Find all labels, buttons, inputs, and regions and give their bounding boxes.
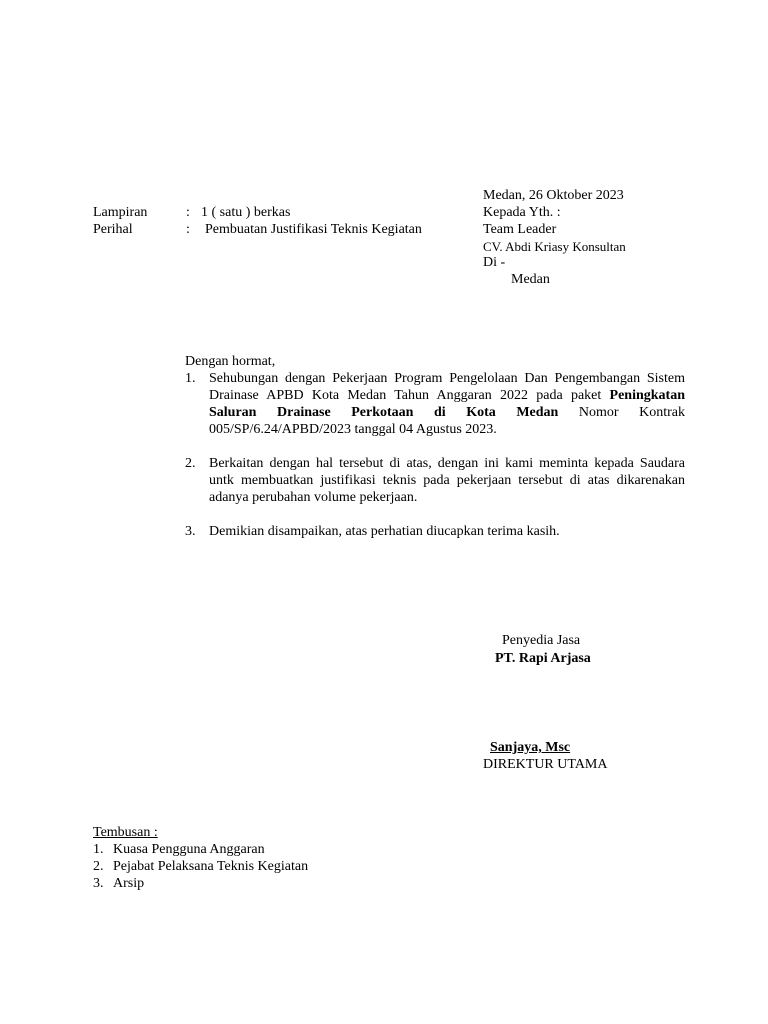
letter-body xyxy=(185,353,685,557)
tembusan-item-text: Pejabat Pelaksana Teknis Kegiatan xyxy=(113,859,309,874)
tembusan-item-number: 2. xyxy=(93,859,104,874)
tembusan-item-text: Arsip xyxy=(113,876,145,891)
body-item-number: 2. xyxy=(185,456,196,471)
body-item-number: 1. xyxy=(185,371,196,386)
tembusan-item xyxy=(93,841,308,858)
signature-position: DIREKTUR UTAMA xyxy=(483,757,608,772)
greeting: Dengan hormat, xyxy=(185,354,276,369)
body-item-number: 3. xyxy=(185,524,196,539)
body-item-text-bold: Peningkatan Saluran Drainase Perkotaan di Kota Medan xyxy=(209,388,685,420)
tembusan-item-number: 1. xyxy=(93,842,104,857)
body-item-text-a: Sehubungan dengan Pekerjaan Program Pengelolaan Dan Pengembangan Sistem Drainase APBD Kota Medan Tahun Anggaran 2022 pada paket xyxy=(209,371,685,403)
signature-name: Sanjaya, Msc xyxy=(490,740,571,755)
signature-role: Penyedia Jasa xyxy=(502,633,581,648)
perihal-label: Perihal xyxy=(93,222,133,237)
tembusan-item-text: Kuasa Pengguna Anggaran xyxy=(113,842,265,857)
recipient-di: Di - xyxy=(483,255,506,270)
place-date: Medan, 26 Oktober 2023 xyxy=(483,188,624,203)
tembusan-item xyxy=(93,858,308,875)
body-item-2 xyxy=(185,455,685,506)
tembusan-label: Tembusan : xyxy=(93,825,158,840)
body-item-text-b: Nomor Kontrak 005/SP/6.24/APBD/2023 tanggal 04 Agustus 2023. xyxy=(209,405,685,437)
perihal-value: Pembuatan Justifikasi Teknis Kegiatan xyxy=(205,222,422,237)
recipient-kepada: Kepada Yth. : xyxy=(483,205,561,220)
body-item-1 xyxy=(185,370,685,438)
recipient-city: Medan xyxy=(511,272,550,287)
lampiran-label: Lampiran xyxy=(93,205,148,220)
recipient-title: Team Leader xyxy=(483,222,557,237)
lampiran-colon: : xyxy=(186,205,190,220)
body-item-text: Berkaitan dengan hal tersebut di atas, dengan ini kami meminta kepada Saudara untk membuatkan justifikasi teknis pada pekerjaan tersebut di atas dikarenakan adanya perubahan volume pekerjaan. xyxy=(209,456,685,505)
body-item-text xyxy=(209,370,685,438)
recipient-company: CV. Abdi Kriasy Konsultan xyxy=(483,239,626,254)
signature-company: PT. Rapi Arjasa xyxy=(495,651,591,666)
perihal-colon: : xyxy=(186,222,190,237)
body-item-text: Demikian disampaikan, atas perhatian diucapkan terima kasih. xyxy=(209,524,560,539)
body-item-3 xyxy=(185,523,685,540)
lampiran-value: 1 ( satu ) berkas xyxy=(201,205,291,220)
tembusan-item xyxy=(93,875,308,892)
tembusan-item-number: 3. xyxy=(93,876,104,891)
tembusan-block xyxy=(93,824,308,892)
